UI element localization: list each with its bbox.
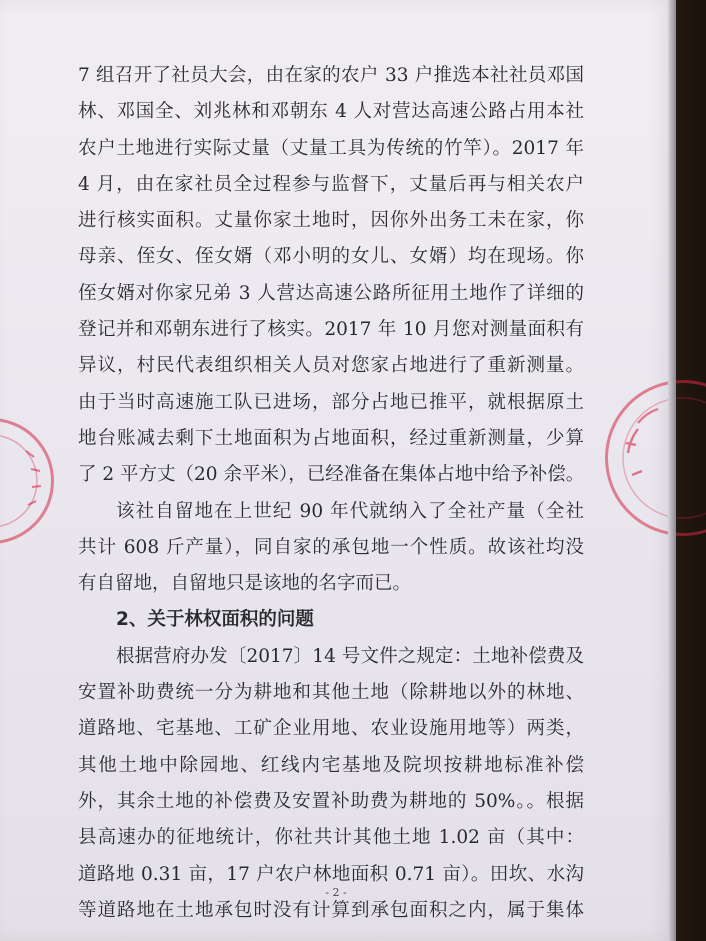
text-line: 由于当时高速施工队已进场，部分占地已推平，就根据原土 bbox=[78, 391, 584, 413]
text-line: 道路地、宅基地、工矿企业用地、农业设施用地等）两类， bbox=[78, 718, 584, 740]
text-line: 共计 608 斤产量），同自家的承包地一个性质。故该社均没 bbox=[78, 536, 584, 558]
section-heading: 2、关于林权面积的问题 bbox=[116, 609, 314, 631]
text-line: 侄女婿对你家兄弟 3 人营达高速公路所征用土地作了详细的 bbox=[78, 282, 584, 304]
text-line: 4 月，由在家社员全过程参与监督下，丈量后再与相关农户 bbox=[78, 173, 584, 195]
text-line: 其他土地中除园地、红线内宅基地及院坝按耕地标准补偿 bbox=[78, 754, 584, 776]
text-line: 7 组召开了社员大会，由在家的农户 33 户推选本社社员邓国 bbox=[78, 65, 584, 86]
text-line: 安置补助费统一分为耕地和其他土地（除耕地以外的林地、 bbox=[78, 682, 584, 704]
text-line: 等道路地在土地承包时没有计算到承包面积之内，属于集体 bbox=[78, 899, 584, 921]
body-text bbox=[78, 58, 584, 929]
red-seal-stamp bbox=[605, 380, 706, 536]
page-number: - 2 - bbox=[325, 886, 347, 899]
text-line: 了 2 平方丈（20 余平米），已经准备在集体占地中给予补偿。 bbox=[78, 464, 585, 486]
text-line: 异议，村民代表组织相关人员对您家占地进行了重新测量。 bbox=[78, 355, 584, 377]
text-line: 根据营府办发〔2017〕14 号文件之规定：土地补偿费及 bbox=[116, 645, 584, 667]
text-line: 县高速办的征地统计，你社共计其他土地 1.02 亩（其中： bbox=[78, 827, 584, 849]
text-line: 地台账减去剩下土地面积为占地面积，经过重新测量，少算 bbox=[78, 427, 584, 449]
text-line: 母亲、侄女、侄女婿（邓小明的女儿、女婿）均在现场。你 bbox=[78, 246, 584, 268]
text-line: 外，其余土地的补偿费及安置补助费为耕地的 50%。。根据 bbox=[78, 790, 584, 812]
paper-edge bbox=[668, 0, 676, 941]
text-line: 进行核实面积。丈量你家土地时，因你外出务工未在家，你 bbox=[78, 210, 584, 232]
text-line: 道路地 0.31 亩，17 户农户林地面积 0.71 亩）。田坎、水沟 bbox=[78, 863, 584, 885]
red-seal-stamp bbox=[0, 418, 54, 544]
text-line: 该社自留地在上世纪 90 年代就纳入了全社产量（全社 bbox=[116, 500, 584, 522]
text-line: 有自留地，自留地只是该地的名字而已。 bbox=[78, 573, 412, 595]
text-line: 登记并和邓朝东进行了核实。2017 年 10 月您对测量面积有 bbox=[78, 319, 584, 341]
text-line: 林、邓国全、刘兆林和邓朝东 4 人对营达高速公路占用本社 bbox=[78, 101, 584, 123]
text-line: 农户土地进行实际丈量（丈量工具为传统的竹竿）。2017 年 bbox=[78, 137, 584, 159]
